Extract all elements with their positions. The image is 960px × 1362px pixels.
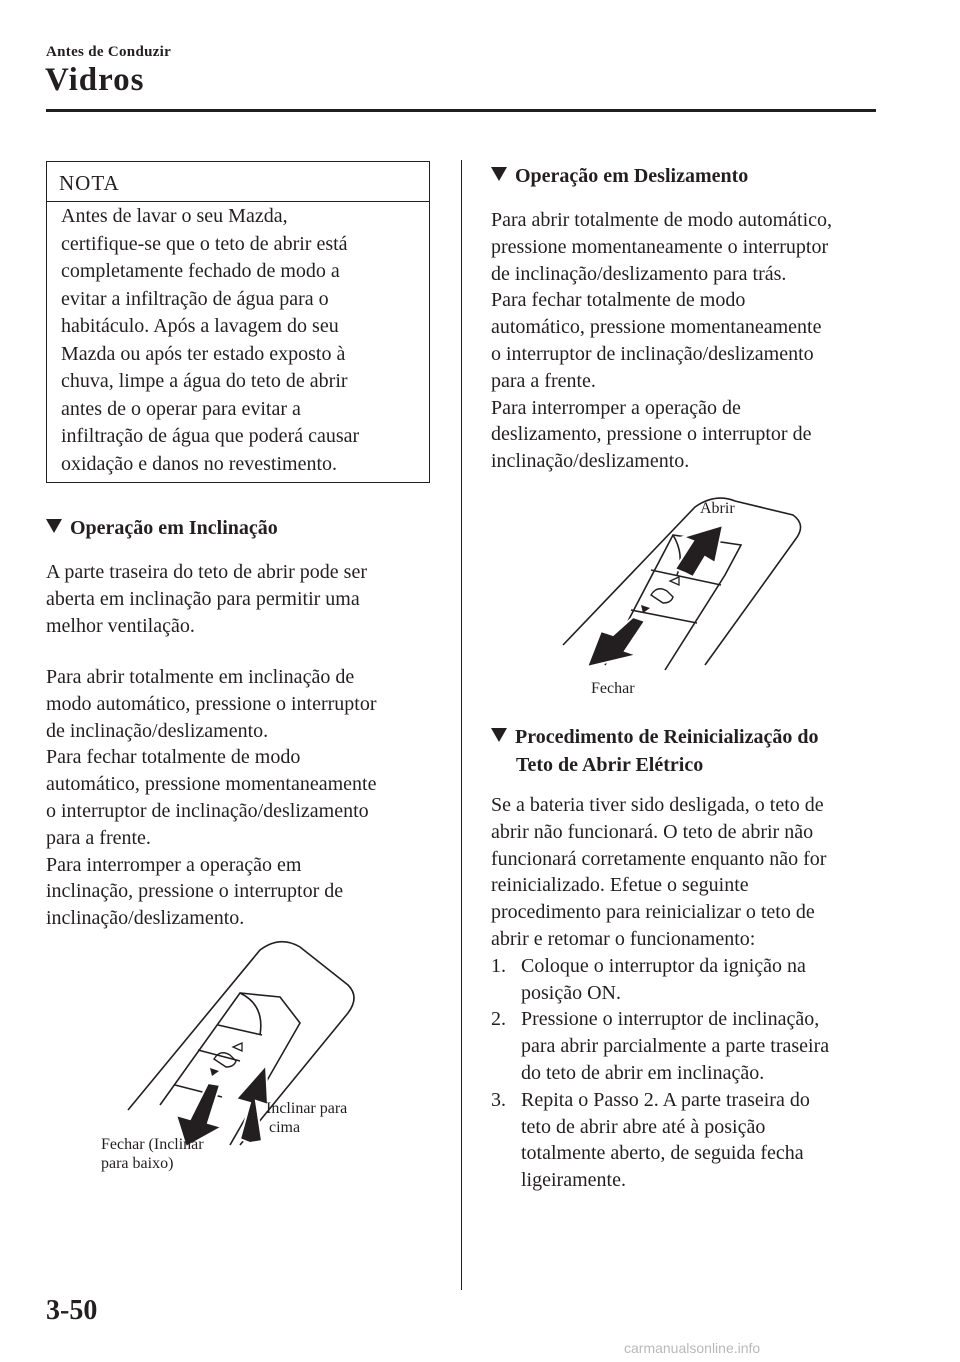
text-line: para abrir parcialmente a parte traseira <box>521 1035 830 1058</box>
note-header <box>47 162 429 202</box>
list-number: 1. <box>491 954 506 977</box>
text-line: modo automático, pressione o interruptor <box>46 692 377 715</box>
label-tilt-close <box>101 1135 204 1173</box>
text-line: inclinação/deslizamento. <box>491 450 690 473</box>
triangle-bullet-icon <box>491 167 507 181</box>
text-line: de inclinação/deslizamento para trás. <box>491 262 787 285</box>
slide-heading-text: Operação em Deslizamento <box>515 165 749 187</box>
label-slide-close: Fechar <box>591 680 635 697</box>
reset-heading <box>491 723 911 779</box>
text-line: pressione momentaneamente o interruptor <box>491 235 829 258</box>
text-line: ligeiramente. <box>521 1169 626 1192</box>
text-line: procedimento para reinicializar o teto de <box>491 901 815 924</box>
arrow-up-icon <box>675 525 723 577</box>
note-box <box>46 161 430 483</box>
text-line: Pressione o interruptor de inclinação, <box>521 1008 820 1031</box>
list-item <box>491 1087 911 1194</box>
label-tilt-up <box>266 1099 347 1137</box>
tilt-heading <box>46 514 278 542</box>
note-title: NOTA <box>59 171 120 195</box>
note-line: habitáculo. Após a lavagem do seu <box>61 315 339 337</box>
text-line: automático, pressione momentaneamente <box>46 773 377 796</box>
label-line: cima <box>269 1119 301 1136</box>
slide-symbol-icon <box>641 577 679 613</box>
list-number: 3. <box>491 1088 506 1111</box>
text-line: Para fechar totalmente de modo <box>46 746 301 769</box>
text-line: o interruptor de inclinação/deslizamento <box>491 342 814 365</box>
text-line: Se a bateria tiver sido desligada, o teto de <box>491 794 824 816</box>
label-line: Fechar (Inclinar <box>101 1136 204 1153</box>
text-line: Para abrir totalmente de modo automático, <box>491 209 832 231</box>
text-line: Coloque o interruptor da ignição na <box>521 954 806 977</box>
label-line: para baixo) <box>101 1155 174 1172</box>
text-line: de inclinação/deslizamento. <box>46 719 269 742</box>
slide-body <box>491 207 911 475</box>
text-line: A parte traseira do teto de abrir pode ser <box>46 561 367 583</box>
column-divider <box>461 160 462 1290</box>
text-line: Para interromper a operação em <box>46 853 302 876</box>
text-line: Para abrir totalmente em inclinação de <box>46 666 355 688</box>
text-line: Para interromper a operação de <box>491 396 741 419</box>
text-line: para a frente. <box>491 369 596 392</box>
reset-heading-text: Procedimento de Reinicialização do <box>515 726 819 748</box>
text-line: funcionará corretamente enquanto não for <box>491 847 827 870</box>
text-line: abrir e retomar o funcionamento: <box>491 927 756 950</box>
tilt-heading-text: Operação em Inclinação <box>70 517 278 539</box>
text-line: para a frente. <box>46 826 151 849</box>
triangle-bullet-icon <box>46 519 62 533</box>
note-line: Mazda ou após ter estado exposto à <box>61 342 346 365</box>
tilt-intro <box>46 559 446 639</box>
tilt-body <box>46 664 446 932</box>
text-line: aberta em inclinação para permitir uma <box>46 587 360 610</box>
text-line: reinicializado. Efetue o seguinte <box>491 874 749 897</box>
text-line: inclinação, pressione o interruptor de <box>46 880 344 903</box>
note-line: evitar a infiltração de água para o <box>61 287 329 310</box>
text-line: o interruptor de inclinação/deslizamento <box>46 799 369 822</box>
text-line: Para fechar totalmente de modo <box>491 289 746 312</box>
arrow-down-icon <box>587 617 645 667</box>
arrow-up-icon <box>236 1065 268 1143</box>
note-line: chuva, limpe a água do teto de abrir <box>61 370 348 392</box>
text-line: do teto de abrir em inclinação. <box>521 1061 765 1084</box>
list-item <box>491 953 911 1007</box>
label-slide-open: Abrir <box>700 500 735 517</box>
note-body <box>61 203 423 478</box>
list-number: 2. <box>491 1008 506 1031</box>
note-line: antes de o operar para evitar a <box>61 397 301 420</box>
note-line: completamente fechado de modo a <box>61 260 340 282</box>
note-line: certifique-se que o teto de abrir está <box>61 232 348 255</box>
text-line: abrir não funcionará. O teto de abrir não <box>491 820 814 843</box>
text-line: deslizamento, pressione o interruptor de <box>491 423 812 446</box>
text-line: teto de abrir abre até à posição <box>521 1115 766 1138</box>
reset-heading-text: Teto de Abrir Elétrico <box>516 754 704 776</box>
text-line: totalmente aberto, de seguida fecha <box>521 1142 804 1165</box>
text-line: inclinação/deslizamento. <box>46 907 245 930</box>
reset-body <box>491 792 911 1194</box>
slide-heading <box>491 162 748 190</box>
page-number: 3-50 <box>46 1295 98 1326</box>
title-rule <box>46 109 876 112</box>
triangle-bullet-icon <box>491 728 507 742</box>
text-line: Repita o Passo 2. A parte traseira do <box>521 1088 810 1111</box>
page-title: Vidros <box>45 62 145 98</box>
note-line: infiltração de água que poderá causar <box>61 425 360 447</box>
text-line: melhor ventilação. <box>46 614 195 637</box>
section-kicker: Antes de Conduzir <box>46 44 172 60</box>
text-line: posição ON. <box>521 981 621 1004</box>
label-line: Inclinar para <box>266 1100 348 1117</box>
note-line: oxidação e danos no revestimento. <box>61 452 338 475</box>
text-line: automático, pressione momentaneamente <box>491 316 822 339</box>
slide-switch-figure <box>555 495 815 695</box>
list-item <box>491 1006 911 1086</box>
note-line: Antes de lavar o seu Mazda, <box>61 205 288 227</box>
watermark: carmanualsonline.info <box>624 1340 761 1356</box>
